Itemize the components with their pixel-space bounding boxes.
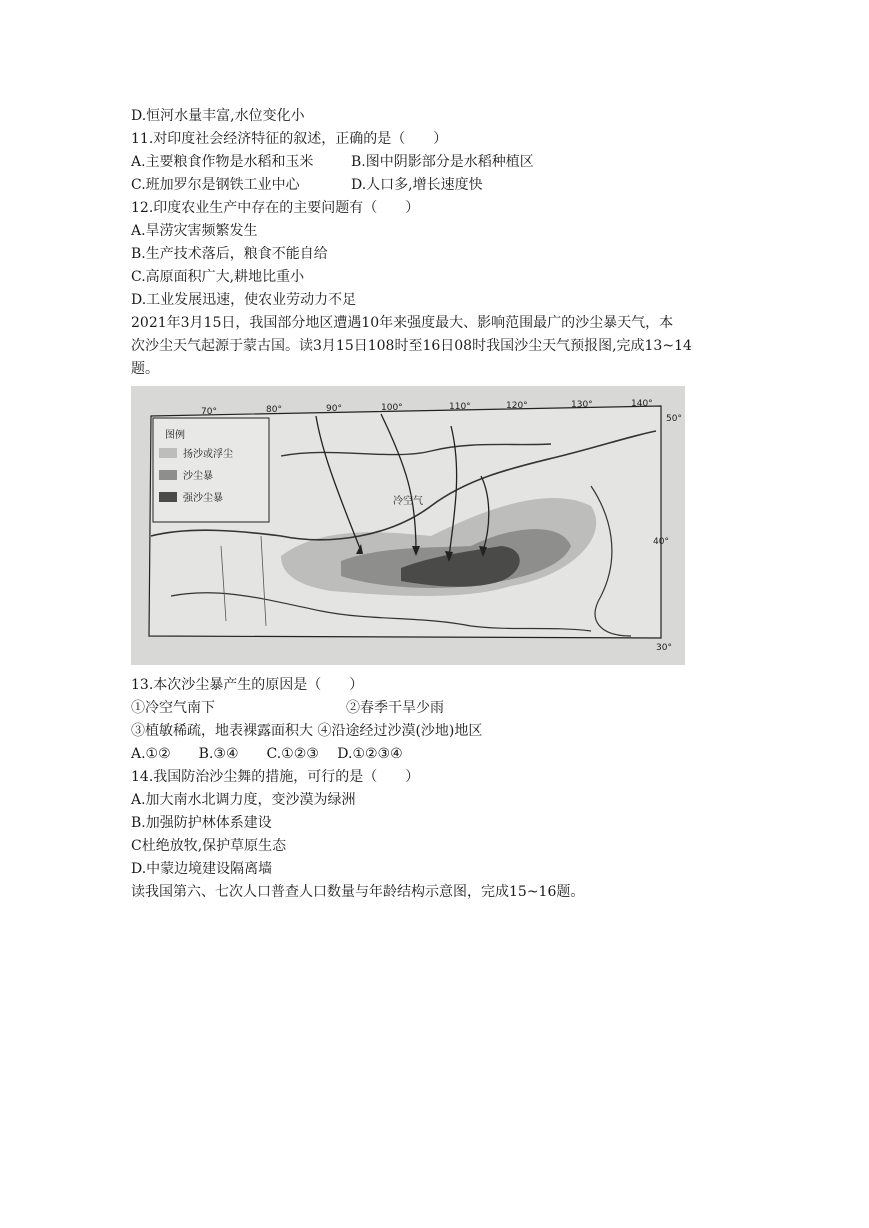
longitude-label: 120°	[506, 401, 528, 411]
longitude-label: 90°	[326, 404, 342, 414]
q14-stem: 14.我国防治沙尘舞的措施，可行的是（ ）	[131, 769, 420, 785]
q11-option-c: C.班加罗尔是钢铁工业中心	[131, 177, 300, 193]
intro-13-14-line2: 次沙尘天气起源于蒙古国。读3月15日108时至16日08时我国沙尘天气预报图,完成13~14	[131, 338, 692, 354]
q11-option-a: A.主要粮食作物是水稻和玉米	[131, 154, 314, 170]
intro-13-14-line1: 2021年3月15日，我国部分地区遭遇10年来强度最大、影响范围最广的沙尘暴天气，本	[131, 315, 674, 331]
q11-option-b: B.图中阴影部分是水稻种植区	[351, 154, 534, 170]
q14-option-d: D.中蒙边境建设隔离墙	[131, 861, 273, 877]
q10-option-d: D.恒河水量丰富,水位变化小	[131, 108, 305, 124]
legend-title: 图例	[165, 430, 185, 441]
q12-option-c: C.高原面积广大,耕地比重小	[131, 269, 305, 285]
q14-option-a: A.加大南水北调力度，变沙漠为绿洲	[131, 792, 356, 808]
q13-stem: 13.本次沙尘暴产生的原因是（ ）	[131, 677, 364, 693]
latitude-label: 40°	[653, 537, 669, 547]
longitude-label: 140°	[631, 399, 653, 409]
longitude-label: 80°	[266, 405, 282, 415]
longitude-label: 110°	[449, 402, 471, 412]
q12-option-a: A.旱涝灾害频繁发生	[131, 223, 258, 239]
legend-item-sandstorm: 沙尘暴	[183, 471, 213, 482]
q13-item2: ②春季干旱少雨	[346, 700, 444, 716]
legend-item-strong-sandstorm: 强沙尘暴	[183, 493, 223, 504]
cold-air-label: 冷空气	[393, 496, 423, 507]
q13-item34: ③植敏稀疏，地表裸露面积大 ④沿途经过沙漠(沙地)地区	[131, 723, 483, 739]
latitude-label: 30°	[656, 643, 672, 653]
q12-option-b: B.生产技术落后，粮食不能自给	[131, 246, 328, 262]
q14-option-b: B.加强防护林体系建设	[131, 815, 272, 831]
longitude-label: 130°	[571, 400, 593, 410]
q12-stem: 12.印度农业生产中存在的主要问题有（ ）	[131, 200, 420, 216]
q11-stem: 11.对印度社会经济特征的叙述，正确的是（ ）	[131, 131, 448, 147]
sandstorm-forecast-map	[131, 386, 685, 665]
q11-option-d: D.人口多,增长速度快	[351, 177, 483, 193]
q14-option-c: C杜绝放牧,保护草原生态	[131, 838, 287, 854]
intro-13-14-line3: 题。	[131, 361, 159, 377]
longitude-label: 70°	[201, 407, 217, 417]
q13-item1: ①冷空气南下	[131, 700, 215, 716]
legend-item-float-dust: 扬沙或浮尘	[183, 449, 233, 460]
q13-options: A.①② B.③④ C.①②③ D.①②③④	[131, 746, 403, 762]
longitude-label: 100°	[381, 403, 403, 413]
latitude-label: 50°	[666, 414, 682, 424]
q12-option-d: D.工业发展迅速，使农业劳动力不足	[131, 292, 357, 308]
intro-15-16: 读我国第六、七次人口普查人口数量与年龄结构示意图，完成15~16题。	[131, 884, 585, 900]
